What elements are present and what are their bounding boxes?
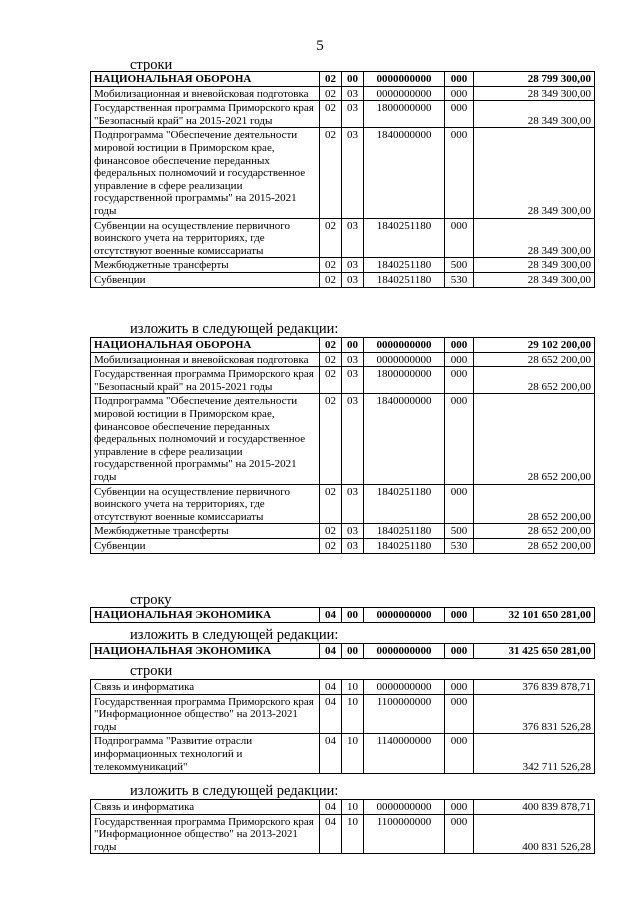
target-article-code: 1840000000 <box>364 394 445 484</box>
table-row <box>91 72 595 87</box>
table-row <box>91 538 595 553</box>
amount-value: 400 839 878,71 <box>474 800 595 815</box>
section-code: 02 <box>320 367 342 394</box>
expense-type-code: 500 <box>445 524 474 539</box>
target-article-code: 1100000000 <box>364 694 445 734</box>
row-name: Государственная программа Приморского края "Информационное общество" на 2013-2021 годы <box>91 694 320 734</box>
row-name: НАЦИОНАЛЬНАЯ ЭКОНОМИКА <box>91 644 320 659</box>
amount-value: 28 349 300,00 <box>474 101 595 128</box>
expense-type-code: 000 <box>445 644 474 659</box>
section-code: 04 <box>320 680 342 695</box>
table-row <box>91 352 595 367</box>
amount-value: 28 349 300,00 <box>474 86 595 101</box>
amount-value: 28 652 200,00 <box>474 524 595 539</box>
row-name: НАЦИОНАЛЬНАЯ ОБОРОНА <box>91 338 320 353</box>
row-name: Подпрограмма "Обеспечение деятельности мировой юстиции в Приморском крае, финансовое обеспечение переданных федеральных полномочий и государственное управление в сфере реализации государственной программы" на 2015-2021 годы <box>91 394 320 484</box>
subsection-code: 10 <box>342 680 364 695</box>
amount-value: 32 101 650 281,00 <box>474 608 595 623</box>
row-name: Государственная программа Приморского края "Безопасный край" на 2015-2021 годы <box>91 367 320 394</box>
label-new-edition: изложить в следующей редакции: <box>130 783 339 799</box>
subsection-code: 03 <box>342 272 364 287</box>
subsection-code: 03 <box>342 367 364 394</box>
target-article-code: 1840251180 <box>364 218 445 258</box>
row-name: Межбюджетные трансферты <box>91 524 320 539</box>
row-name: Подпрограмма "Обеспечение деятельности мировой юстиции в Приморском крае, финансовое обеспечение переданных федеральных полномочий и государственное управление в сфере реализации государственной программы" на 2015-2021 годы <box>91 128 320 218</box>
subsection-code: 03 <box>342 101 364 128</box>
target-article-code: 1800000000 <box>364 101 445 128</box>
subsection-code: 00 <box>342 72 364 87</box>
target-article-code: 1840251180 <box>364 484 445 524</box>
table-row <box>91 608 595 623</box>
row-name: Субвенции на осуществление первичного воинского учета на территориях, где отсутствуют военные комиссариаты <box>91 218 320 258</box>
subsection-code: 00 <box>342 608 364 623</box>
section-code: 02 <box>320 72 342 87</box>
table-row <box>91 394 595 484</box>
subsection-code: 03 <box>342 538 364 553</box>
amount-value: 28 652 200,00 <box>474 367 595 394</box>
target-article-code: 1840251180 <box>364 538 445 553</box>
subsection-code: 10 <box>342 814 364 854</box>
target-article-code: 1840251180 <box>364 258 445 273</box>
expense-type-code: 000 <box>445 352 474 367</box>
expense-type-code: 000 <box>445 800 474 815</box>
label-new-edition: изложить в следующей редакции: <box>130 627 339 643</box>
target-article-code: 0000000000 <box>364 644 445 659</box>
section-code: 02 <box>320 86 342 101</box>
section-code: 02 <box>320 128 342 218</box>
table-row <box>91 86 595 101</box>
row-name: Подпрограмма "Развитие отрасли информационных технологий и телекоммуникаций" <box>91 734 320 774</box>
row-name: Мобилизационная и вневойсковая подготовка <box>91 86 320 101</box>
target-article-code: 0000000000 <box>364 72 445 87</box>
subsection-code: 03 <box>342 352 364 367</box>
subsection-code: 10 <box>342 694 364 734</box>
subsection-code: 10 <box>342 734 364 774</box>
row-name: Субвенции на осуществление первичного воинского учета на территориях, где отсутствуют военные комиссариаты <box>91 484 320 524</box>
target-article-code: 0000000000 <box>364 86 445 101</box>
page-number: 5 <box>316 38 324 54</box>
subsection-code: 03 <box>342 484 364 524</box>
economy-table-old <box>90 607 595 623</box>
expense-type-code: 000 <box>445 72 474 87</box>
subsection-code: 03 <box>342 218 364 258</box>
amount-value: 28 652 200,00 <box>474 484 595 524</box>
table-row <box>91 800 595 815</box>
expense-type-code: 000 <box>445 86 474 101</box>
label-row: строку <box>130 592 172 608</box>
row-name: Государственная программа Приморского края "Информационное общество" на 2013-2021 годы <box>91 814 320 854</box>
subsection-code: 03 <box>342 86 364 101</box>
amount-value: 28 349 300,00 <box>474 128 595 218</box>
amount-value: 28 799 300,00 <box>474 72 595 87</box>
table-row <box>91 128 595 218</box>
section-code: 02 <box>320 218 342 258</box>
table-row <box>91 218 595 258</box>
expense-type-code: 000 <box>445 694 474 734</box>
amount-value: 28 652 200,00 <box>474 394 595 484</box>
section-code: 02 <box>320 484 342 524</box>
defense-table-new <box>90 337 595 554</box>
expense-type-code: 500 <box>445 258 474 273</box>
table-row <box>91 484 595 524</box>
communications-table-new <box>90 799 595 854</box>
table-row <box>91 524 595 539</box>
target-article-code: 0000000000 <box>364 608 445 623</box>
section-code: 02 <box>320 101 342 128</box>
amount-value: 28 349 300,00 <box>474 272 595 287</box>
expense-type-code: 530 <box>445 272 474 287</box>
table-row <box>91 258 595 273</box>
expense-type-code: 000 <box>445 734 474 774</box>
target-article-code: 1140000000 <box>364 734 445 774</box>
target-article-code: 0000000000 <box>364 352 445 367</box>
expense-type-code: 000 <box>445 680 474 695</box>
section-code: 02 <box>320 524 342 539</box>
expense-type-code: 000 <box>445 101 474 128</box>
row-name: НАЦИОНАЛЬНАЯ ОБОРОНА <box>91 72 320 87</box>
table-row <box>91 338 595 353</box>
amount-value: 31 425 650 281,00 <box>474 644 595 659</box>
economy-table-new <box>90 643 595 659</box>
expense-type-code: 000 <box>445 608 474 623</box>
section-code: 02 <box>320 272 342 287</box>
expense-type-code: 000 <box>445 814 474 854</box>
expense-type-code: 000 <box>445 218 474 258</box>
row-name: Государственная программа Приморского края "Безопасный край" на 2015-2021 годы <box>91 101 320 128</box>
amount-value: 28 652 200,00 <box>474 538 595 553</box>
row-name: Субвенции <box>91 272 320 287</box>
section-code: 02 <box>320 258 342 273</box>
row-name: НАЦИОНАЛЬНАЯ ЭКОНОМИКА <box>91 608 320 623</box>
subsection-code: 03 <box>342 128 364 218</box>
table-row <box>91 101 595 128</box>
row-name: Мобилизационная и вневойсковая подготовка <box>91 352 320 367</box>
amount-value: 28 349 300,00 <box>474 258 595 273</box>
label-new-edition: изложить в следующей редакции: <box>130 321 339 337</box>
amount-value: 28 349 300,00 <box>474 218 595 258</box>
table-row <box>91 644 595 659</box>
expense-type-code: 000 <box>445 338 474 353</box>
table-row <box>91 680 595 695</box>
table-row <box>91 272 595 287</box>
section-code: 04 <box>320 734 342 774</box>
table-row <box>91 814 595 854</box>
section-code: 02 <box>320 352 342 367</box>
expense-type-code: 000 <box>445 128 474 218</box>
table-row <box>91 734 595 774</box>
amount-value: 342 711 526,28 <box>474 734 595 774</box>
amount-value: 376 839 878,71 <box>474 680 595 695</box>
expense-type-code: 000 <box>445 484 474 524</box>
section-code: 04 <box>320 814 342 854</box>
section-code: 02 <box>320 394 342 484</box>
target-article-code: 0000000000 <box>364 800 445 815</box>
row-name: Связь и информатика <box>91 800 320 815</box>
target-article-code: 0000000000 <box>364 680 445 695</box>
row-name: Субвенции <box>91 538 320 553</box>
table-row <box>91 694 595 734</box>
subsection-code: 00 <box>342 338 364 353</box>
expense-type-code: 000 <box>445 367 474 394</box>
target-article-code: 1100000000 <box>364 814 445 854</box>
subsection-code: 10 <box>342 800 364 815</box>
subsection-code: 03 <box>342 524 364 539</box>
target-article-code: 1800000000 <box>364 367 445 394</box>
subsection-code: 03 <box>342 394 364 484</box>
subsection-code: 03 <box>342 258 364 273</box>
row-name: Межбюджетные трансферты <box>91 258 320 273</box>
amount-value: 400 831 526,28 <box>474 814 595 854</box>
label-rows: строки <box>130 663 173 679</box>
communications-table-old <box>90 679 595 774</box>
label-rows: строки <box>130 57 173 73</box>
section-code: 04 <box>320 608 342 623</box>
table-row <box>91 367 595 394</box>
target-article-code: 1840251180 <box>364 272 445 287</box>
section-code: 02 <box>320 538 342 553</box>
defense-table-old <box>90 71 595 288</box>
expense-type-code: 530 <box>445 538 474 553</box>
amount-value: 28 652 200,00 <box>474 352 595 367</box>
target-article-code: 0000000000 <box>364 338 445 353</box>
section-code: 04 <box>320 800 342 815</box>
subsection-code: 00 <box>342 644 364 659</box>
section-code: 04 <box>320 694 342 734</box>
target-article-code: 1840000000 <box>364 128 445 218</box>
section-code: 04 <box>320 644 342 659</box>
amount-value: 29 102 200,00 <box>474 338 595 353</box>
row-name: Связь и информатика <box>91 680 320 695</box>
amount-value: 376 831 526,28 <box>474 694 595 734</box>
target-article-code: 1840251180 <box>364 524 445 539</box>
section-code: 02 <box>320 338 342 353</box>
expense-type-code: 000 <box>445 394 474 484</box>
